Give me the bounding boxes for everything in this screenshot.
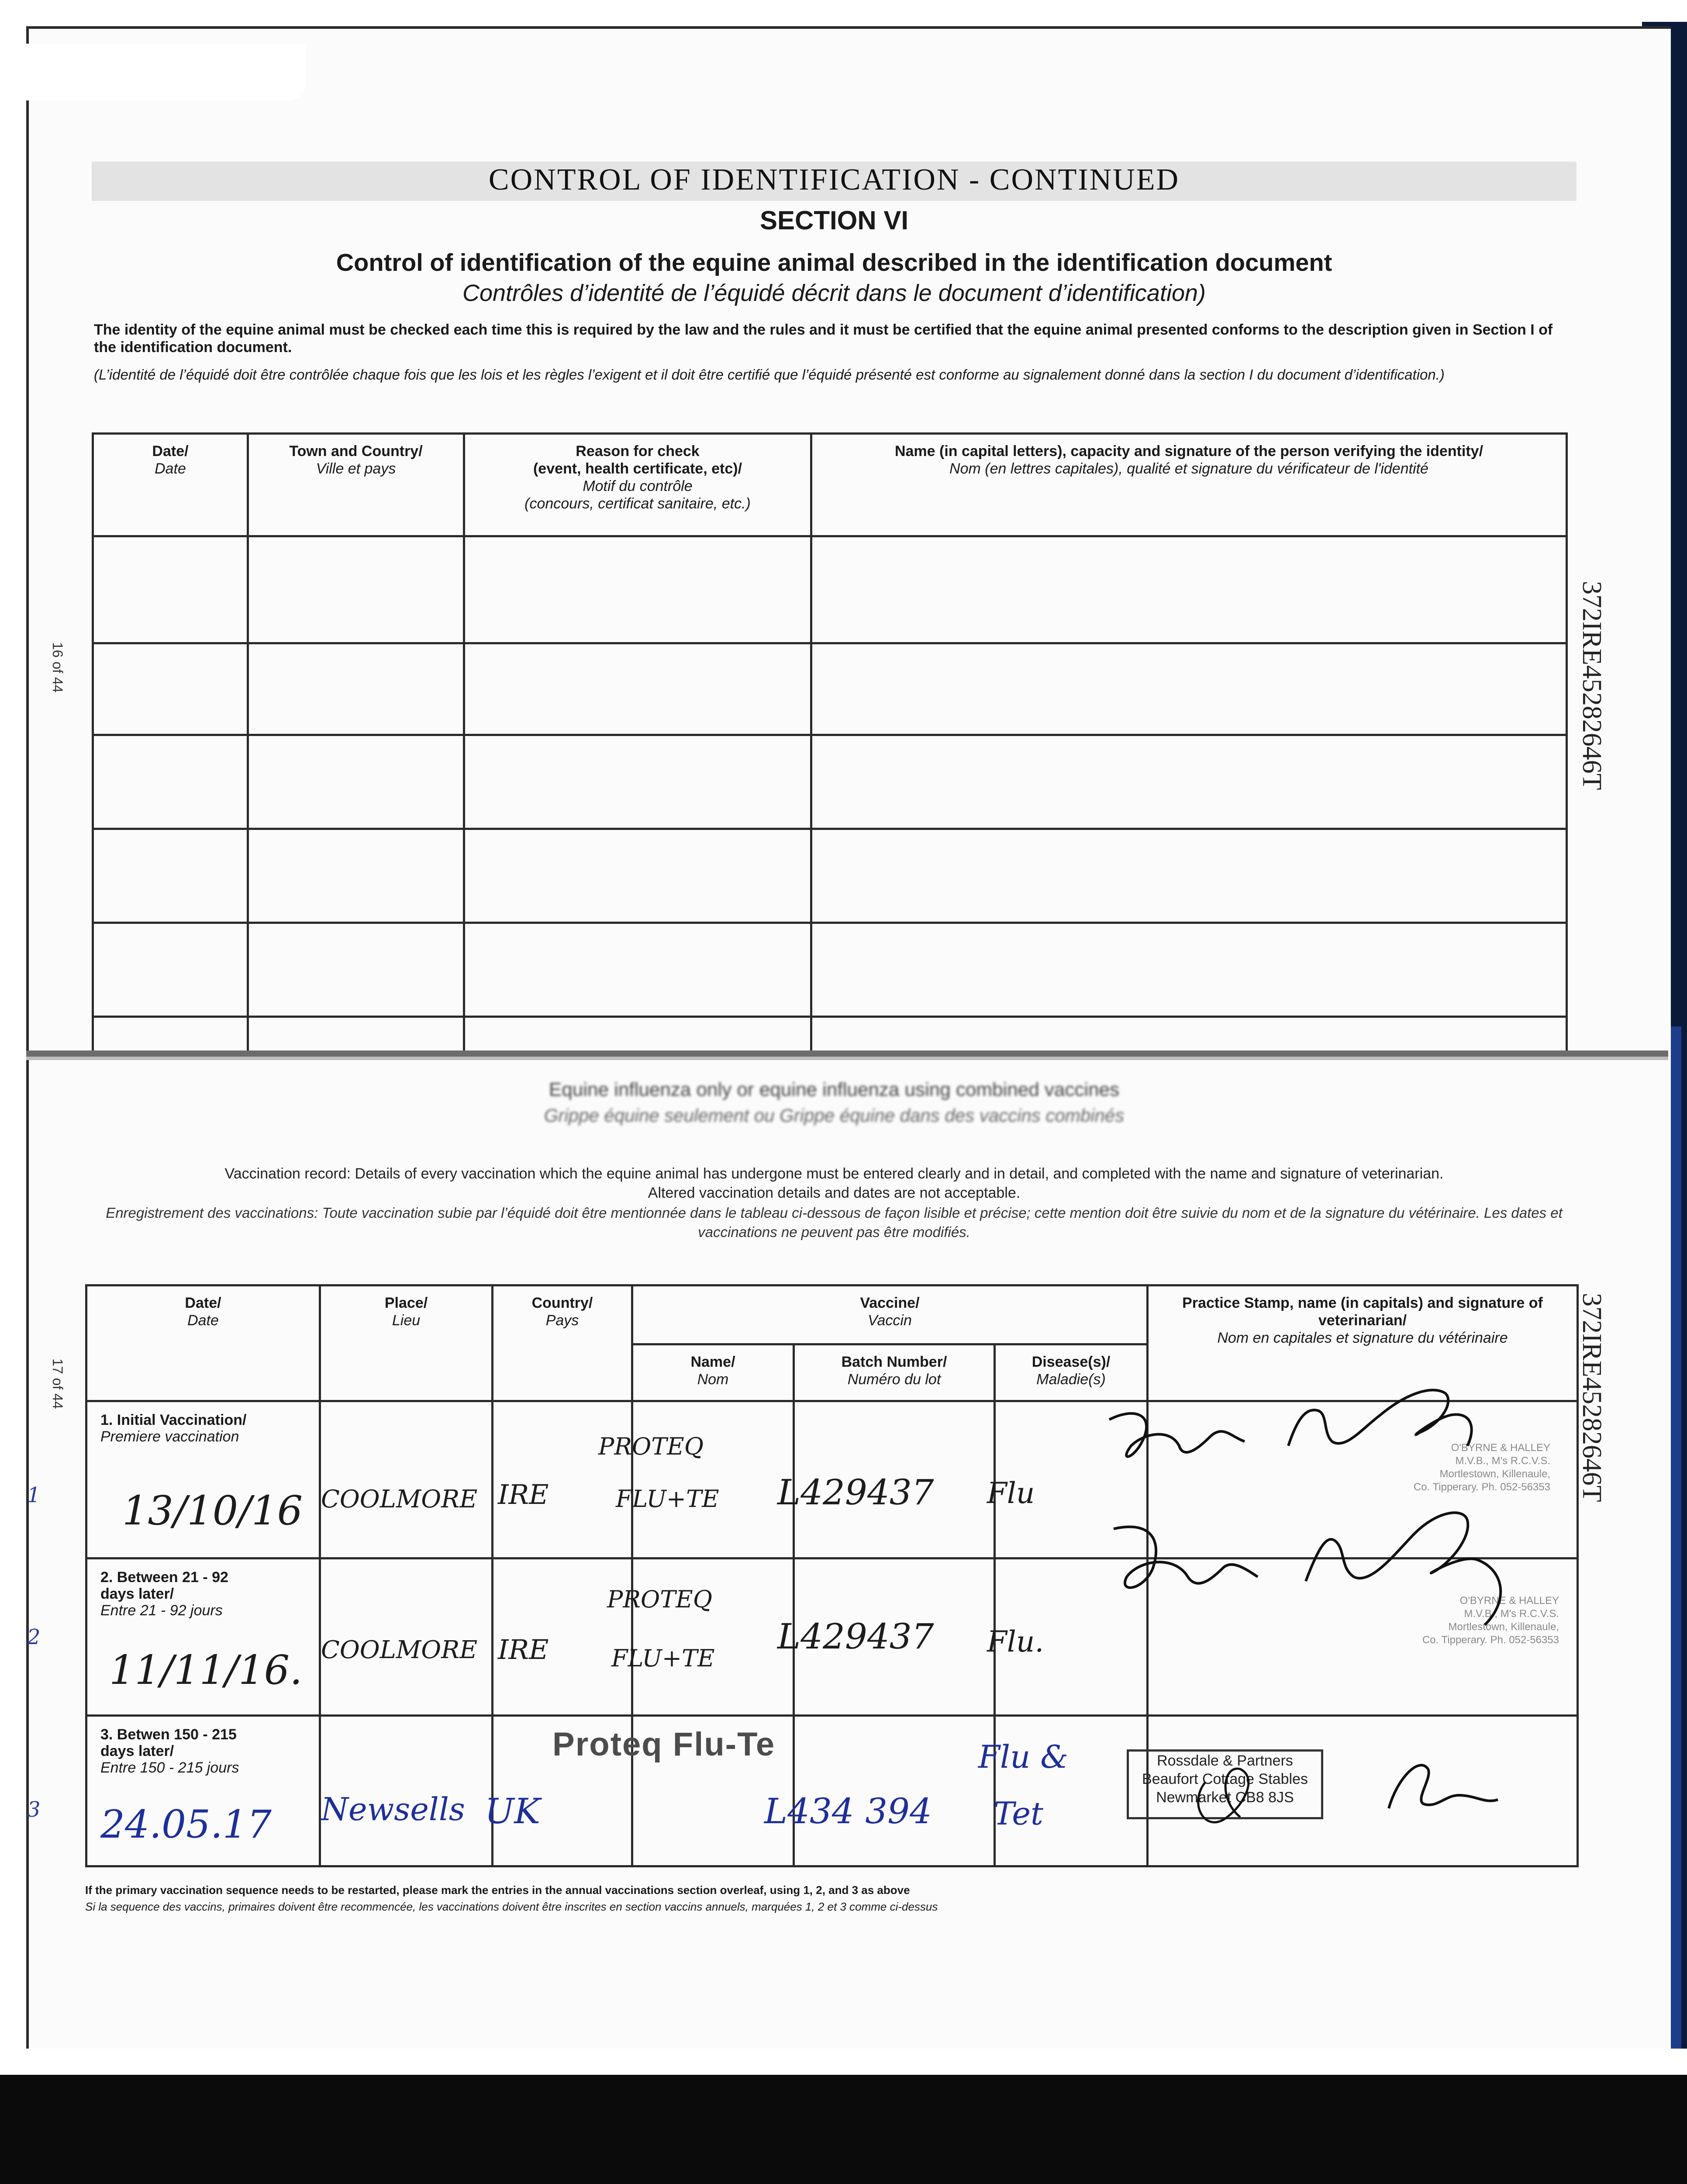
identity-check-table — [92, 432, 1568, 1055]
row2-vaccine-name: PROTEQ — [607, 1586, 712, 1613]
cell — [811, 536, 1567, 643]
page-title: CONTROL OF IDENTIFICATION - CONTINUED — [488, 163, 1180, 197]
cell — [464, 536, 811, 643]
stamp-line: Co. Tipperary. Ph. 052-56353 — [1422, 1634, 1559, 1646]
vacc-header-row — [86, 1286, 1578, 1344]
intro-text-fr: (L’identité de l’équidé doit être contrôlée chaque fois que les lois et les règles l’exigent et il doit être certifié que l’équidé présenté est conforme au signalement donné dans la section I du document d’identification.) — [94, 366, 1445, 383]
cell — [811, 829, 1567, 923]
doc-number-upper: 372IRE45282646T — [1577, 581, 1607, 790]
cell — [811, 735, 1567, 829]
row2-batch: L429437 — [777, 1616, 934, 1657]
intro-text-en: The identity of the equine animal must be checked each time this is required by the law and the rules and it must be certified that the equine animal presented conforms to the description given in Section I of the identification document. — [94, 321, 1553, 356]
margin-mark-1: 1 — [27, 1483, 41, 1507]
row2-country: IRE — [498, 1634, 549, 1666]
header-batch-number: Batch Number/ Numéro du lot — [794, 1344, 995, 1401]
stamp-line: O'BYRNE & HALLEY — [1459, 1595, 1559, 1607]
vaccination-record-en: Vaccination record: Details of every vaccination which the equine animal has undergone must be entered clearly and in detail, and completed with the name and signature of veterinarian. Altered vaccination details and dates are not acceptable. — [224, 1165, 1444, 1201]
section-title: SECTION VI — [759, 206, 909, 235]
row3-vet-signature — [1179, 1730, 1511, 1843]
cell — [248, 536, 464, 643]
header-verifier: Name (in capital letters), capacity and signature of the person verifying the identity/ Nom (en lettres capitales), qualité et signature du vérificateur de l'identité — [811, 434, 1567, 536]
header-vaccine-name: Name/ Nom — [632, 1344, 794, 1401]
stamp-line: M.V.B., M's R.C.V.S. — [1464, 1608, 1559, 1620]
row3-disease-2: Tet — [994, 1795, 1043, 1832]
header-vaccine: Vaccine/ Vaccin — [632, 1286, 1148, 1344]
header-town-country: Town and Country/ Ville et pays — [248, 434, 464, 536]
cell — [632, 1559, 794, 1716]
cell — [248, 923, 464, 1017]
scan-margin-left — [0, 22, 26, 2053]
page-fold-line — [26, 1051, 1668, 1057]
table-row — [93, 536, 1567, 643]
row2-place: COOLMORE — [321, 1636, 478, 1664]
row1-vaccine-name-2: FLU+TE — [616, 1485, 719, 1513]
row3-vaccine-name-stamp: Proteq Flu-Te — [552, 1726, 776, 1763]
margin-mark-3: 3 — [27, 1797, 41, 1822]
page-tab-cutout — [26, 44, 306, 100]
row3-batch: L434 394 — [764, 1791, 932, 1832]
vaccination-record-fr: Enregistrement des vaccinations: Toute vaccination subie par l’équidé doit être mentionnée dans le tableau ci-dessous de façon lisible et précise; cette mention doit être suivie du nom et de la signature du vétérinaire. Les dates et vaccinations ne peuvent pas être modifiés. — [106, 1205, 1563, 1240]
cell — [248, 829, 464, 923]
row1-place: COOLMORE — [321, 1485, 478, 1514]
row1-batch: L429437 — [777, 1472, 934, 1513]
cell — [93, 735, 248, 829]
doc-number-lower: 372IRE45282646T — [1577, 1293, 1607, 1502]
cell — [811, 643, 1567, 735]
table-row — [93, 923, 1567, 1017]
row1-date: 13/10/16 — [122, 1487, 303, 1534]
footnote-fr: Si la sequence des vaccins, primaires doivent être recommencée, les vaccinations doivent être inscrites en section vaccins annuels, marquées 1, 2 et 3 comme ci-dessus — [85, 1900, 938, 1913]
header-place: Place/ Lieu — [320, 1286, 493, 1401]
cell — [248, 643, 464, 735]
scan-margin-top — [0, 0, 1687, 26]
row2-date: 11/11/16. — [109, 1647, 303, 1693]
row2-disease: Flu. — [987, 1625, 1044, 1659]
cell — [464, 1017, 811, 1054]
cell — [320, 1401, 493, 1559]
cell — [632, 1401, 794, 1559]
row3-disease: Flu & — [978, 1738, 1069, 1775]
cell — [464, 829, 811, 923]
cell — [248, 735, 464, 829]
section-heading-fr: Contrôles d’identité de l’équidé décrit dans le document d’identification) — [462, 280, 1206, 306]
row2-vaccine-name-2: FLU+TE — [611, 1645, 715, 1672]
table-row — [93, 1017, 1567, 1054]
section-heading-en: Control of identification of the equine animal described in the identification document — [336, 249, 1332, 276]
cell — [811, 923, 1567, 1017]
vaccination-heading-en: Equine influenza only or equine influenza using combined vaccines — [549, 1079, 1120, 1100]
vaccination-heading-fr: Grippe équine seulement ou Grippe équine dans des vaccins combinés — [544, 1105, 1125, 1126]
margin-mark-2: 2 — [27, 1625, 41, 1649]
cell — [93, 643, 248, 735]
table-row — [93, 735, 1567, 829]
table-header-row — [93, 434, 1567, 536]
cell — [464, 923, 811, 1017]
stamp-line: Co. Tipperary. Ph. 052-56353 — [1413, 1481, 1550, 1493]
scan-bottom — [0, 2049, 1687, 2184]
row3-country: UK — [485, 1791, 541, 1832]
stamp-line: Mortlestown, Killenaule, — [1448, 1621, 1559, 1633]
stamp-line: Newmarket CB8 8JS — [1156, 1789, 1294, 1806]
stamp-line: Beaufort Cottage Stables — [1142, 1771, 1308, 1787]
row3-place: Newsells — [321, 1791, 465, 1828]
row-label-cell: 2. Between 21 - 92 days later/ Entre 21 - 92 jours — [86, 1559, 320, 1716]
cell — [93, 536, 248, 643]
header-reason: Reason for check (event, health certificate, etc)/ Motif du contrôle (concours, certificat sanitaire, etc.) — [464, 434, 811, 536]
row1-disease: Flu — [987, 1476, 1035, 1510]
cell — [811, 1017, 1567, 1054]
row3-date: 24.05.17 — [100, 1802, 272, 1847]
header-disease: Disease(s)/ Maladie(s) — [995, 1344, 1148, 1401]
row1-vaccine-name: PROTEQ — [598, 1433, 704, 1460]
row-label-cell: 1. Initial Vaccination/ Premiere vaccination — [86, 1401, 320, 1559]
header-country: Country/ Pays — [493, 1286, 632, 1401]
header-date: Date/ Date — [86, 1286, 320, 1401]
stamp-line: Rossdale & Partners — [1157, 1752, 1293, 1769]
row1-country: IRE — [498, 1479, 549, 1510]
stamp-line: M.V.B., M's R.C.V.S. — [1455, 1455, 1550, 1467]
cell — [93, 829, 248, 923]
cell — [93, 1017, 248, 1054]
cell — [248, 1017, 464, 1054]
row2-vet-signature — [1101, 1503, 1577, 1651]
table-row — [93, 829, 1567, 923]
stamp-line: Mortlestown, Killenaule, — [1439, 1468, 1550, 1480]
scan-bottom-shadow — [0, 2075, 1687, 2184]
row-label-cell: 3. Betwen 150 - 215 days later/ Entre 150 - 215 jours — [86, 1716, 320, 1866]
cell — [464, 735, 811, 829]
header-date: Date/ Date — [93, 434, 248, 536]
page-fold-shadow — [26, 1057, 1668, 1060]
stamp-line: O'BYRNE & HALLEY — [1451, 1442, 1550, 1454]
cell — [464, 643, 811, 735]
cell — [93, 923, 248, 1017]
page-number-17: 17 of 44 — [50, 1358, 66, 1409]
table-row — [93, 643, 1567, 735]
row1-vet-signature — [1101, 1376, 1577, 1516]
footnote-en: If the primary vaccination sequence needs to be restarted, please mark the entries in the annual vaccinations section overleaf, using 1, 2, and 3 as above — [85, 1883, 910, 1897]
page-number-16: 16 of 44 — [50, 642, 66, 693]
header-practice-stamp: Practice Stamp, name (in capitals) and signature of veterinarian/ Nom en capitales et signature du vétérinaire — [1148, 1286, 1578, 1401]
